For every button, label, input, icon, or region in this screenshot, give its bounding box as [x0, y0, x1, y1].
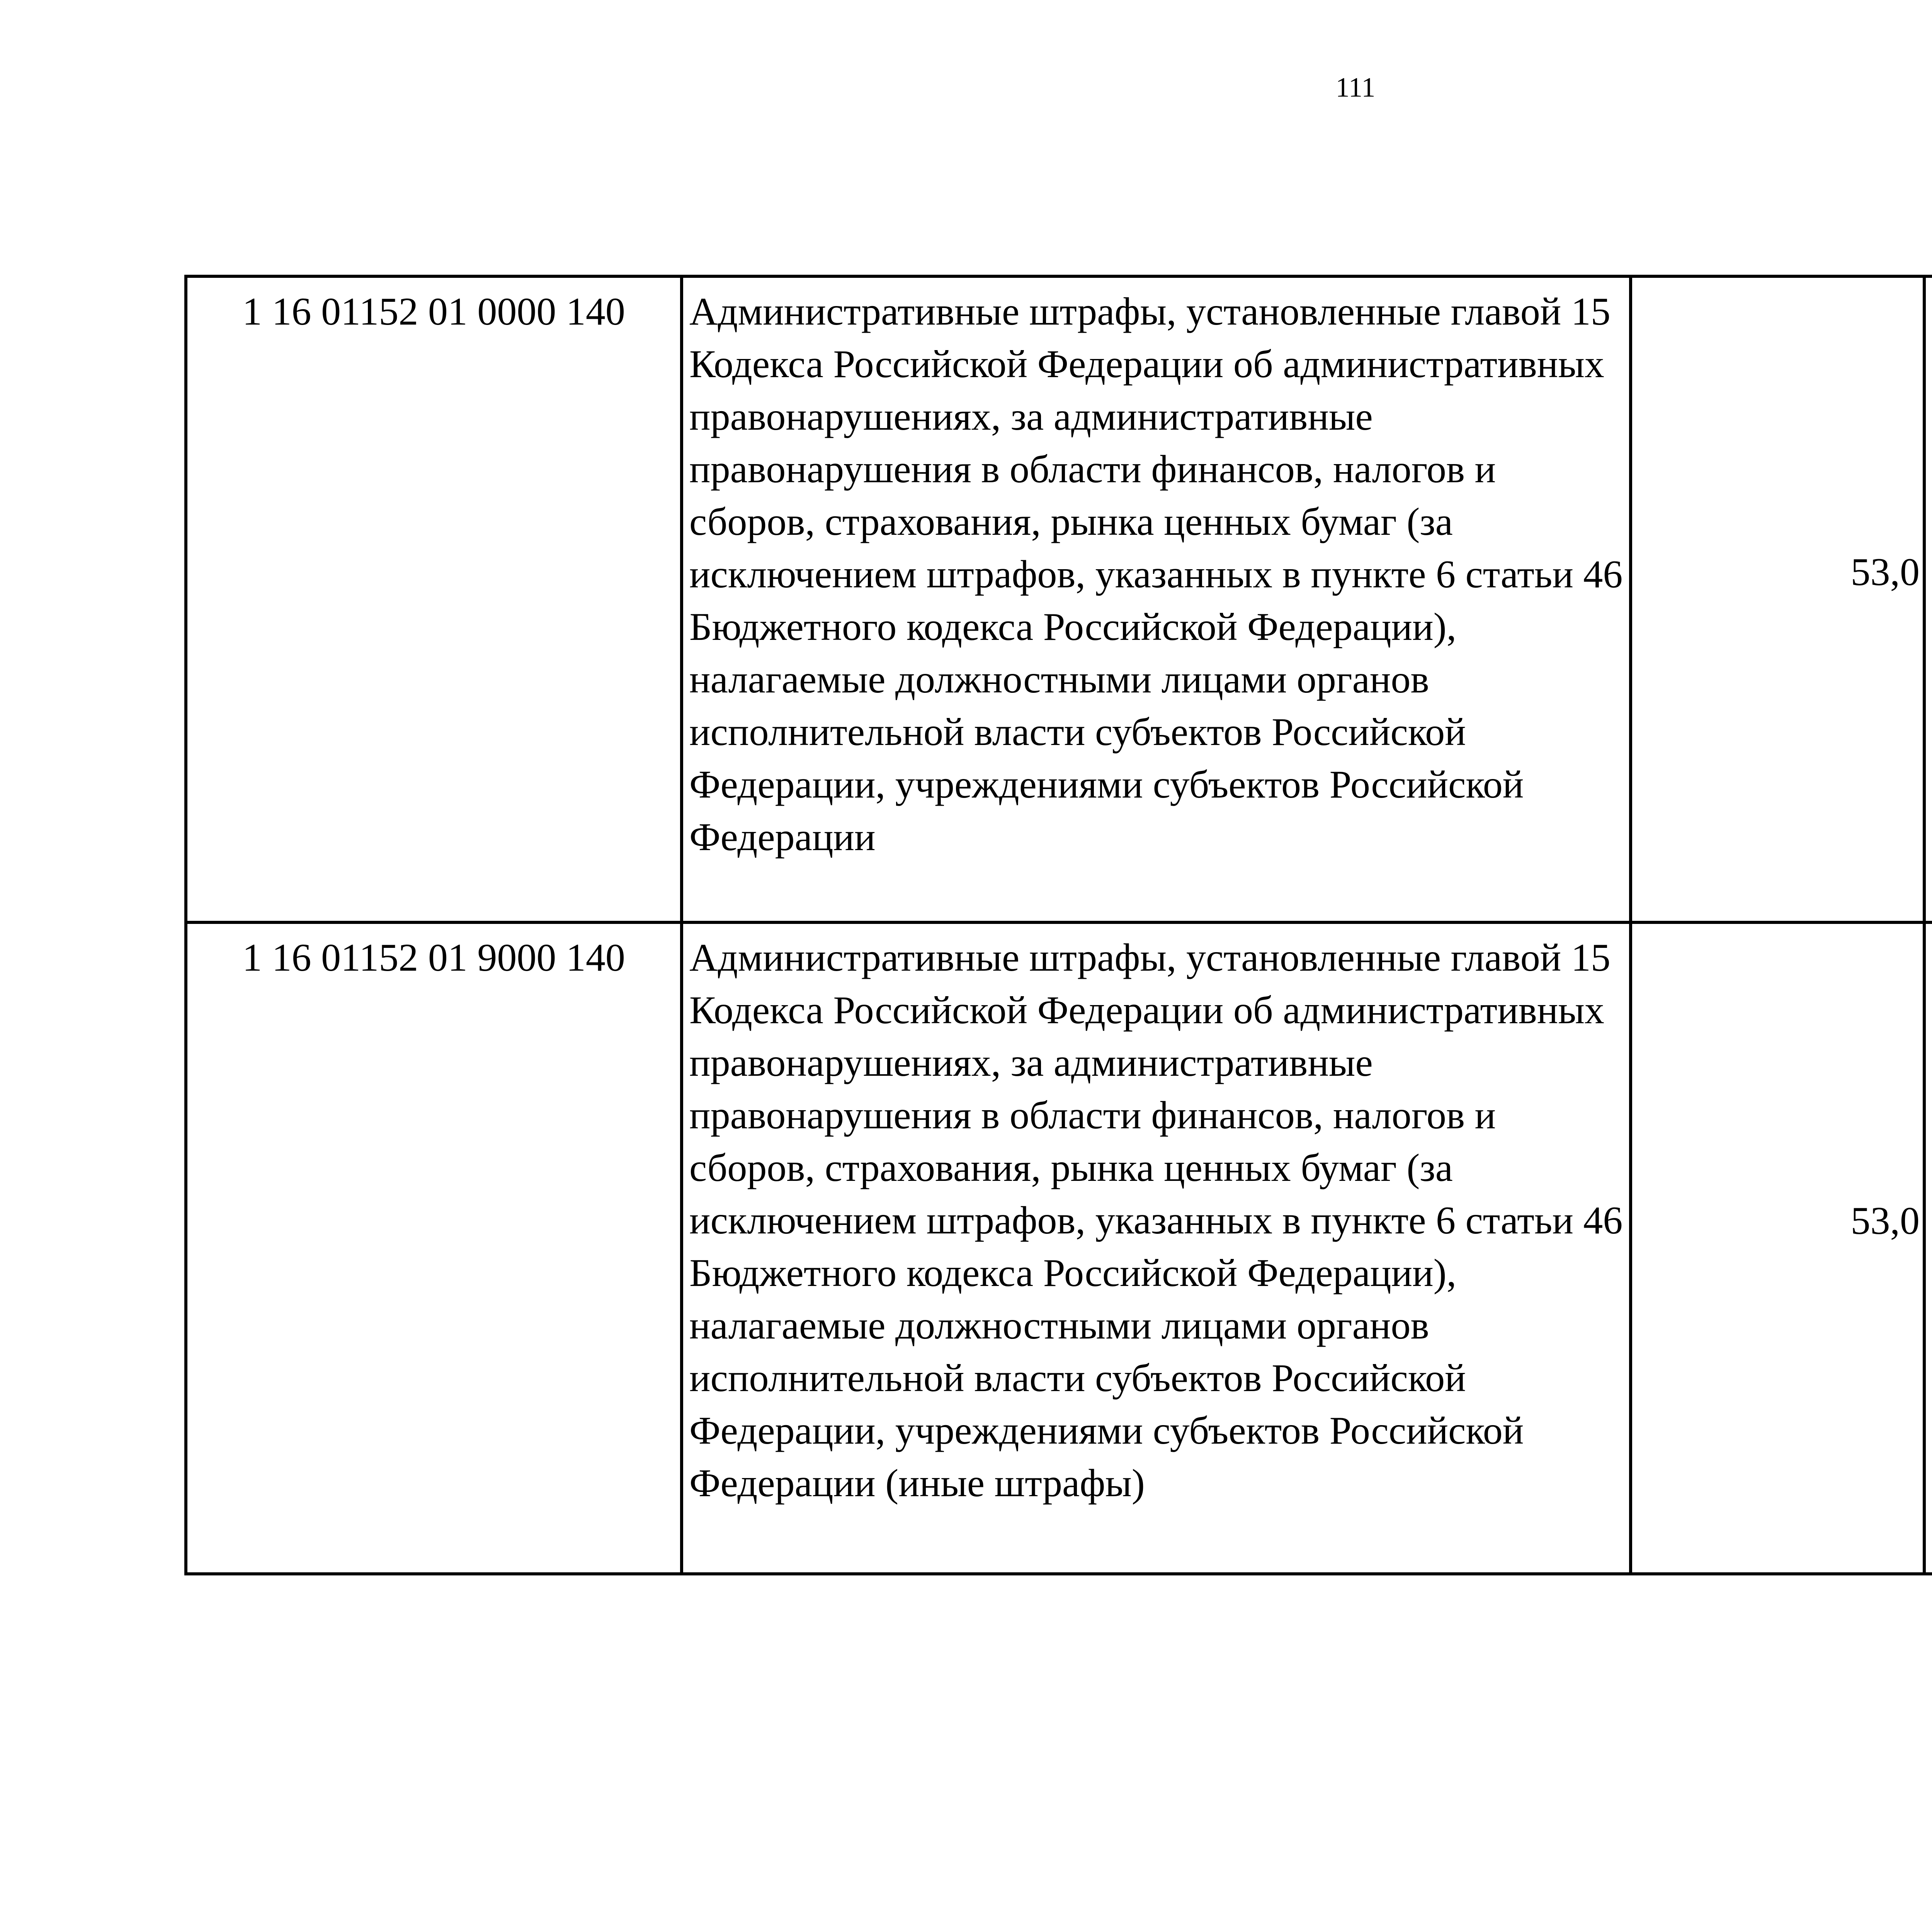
budget-table — [184, 275, 1932, 1575]
description-cell: Административные штрафы, установленные главой 15 Кодекса Российской Федерации об административных правонарушениях, за административные правонарушения в области финансов, налогов и сборов, страхования, рынка ценных бумаг (за исключением штрафов, указанных в пункте 6 статьи 46 Бюджетного кодекса Российской Федерации), налагаемые должностными лицами органов исполнительной власти субъектов Российской Федерации, учреждениями субъектов Российской Федерации — [682, 276, 1631, 922]
table-row — [186, 276, 1932, 922]
budget-code-cell: 1 16 01152 01 9000 140 — [186, 922, 682, 1574]
description-cell: Административные штрафы, установленные главой 15 Кодекса Российской Федерации об административных правонарушениях, за административные правонарушения в области финансов, налогов и сборов, страхования, рынка ценных бумаг (за исключением штрафов, указанных в пункте 6 статьи 46 Бюджетного кодекса Российской Федерации), налагаемые должностными лицами органов исполнительной власти субъектов Российской Федерации, учреждениями субъектов Российской Федерации (иные штрафы) — [682, 922, 1631, 1574]
page-number: 111 — [1335, 72, 1376, 103]
amount-cell-1: 53,0 — [1631, 922, 1924, 1574]
amount-cell-2 — [1924, 276, 1932, 922]
budget-code-cell: 1 16 01152 01 0000 140 — [186, 276, 682, 922]
amount-cell-1: 53,0 — [1631, 276, 1924, 922]
table-row — [186, 922, 1932, 1574]
amount-cell-2 — [1924, 922, 1932, 1574]
